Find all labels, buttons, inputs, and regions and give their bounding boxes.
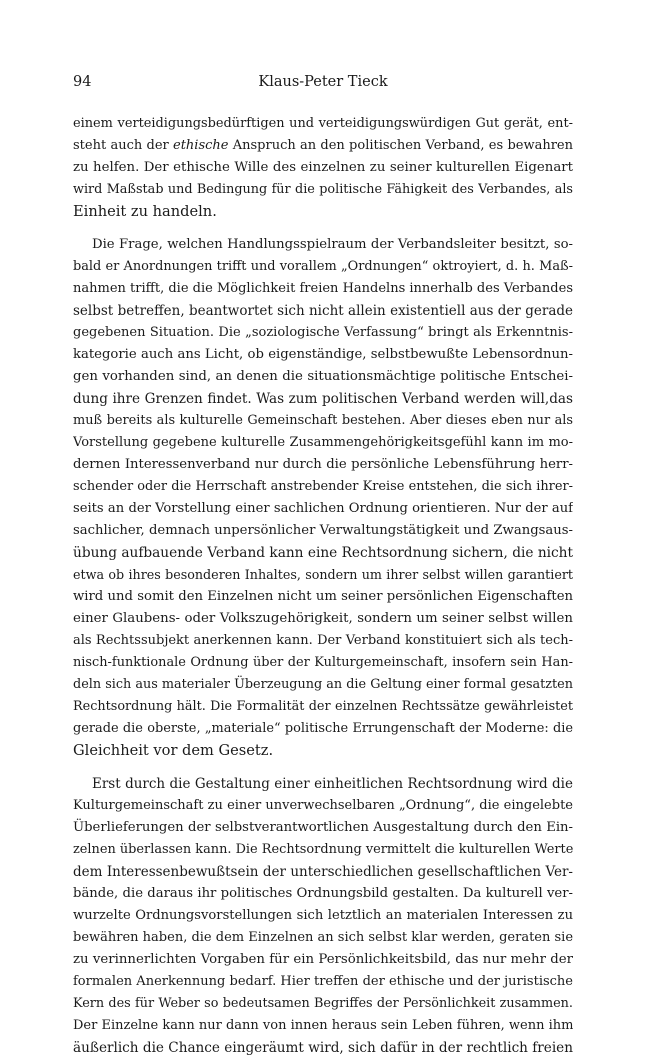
text-line: nahmen trifft, die die Möglichkeit freien Handelns innerhalb des Verbandes — [73, 281, 573, 296]
text-line: kategorie auch ans Licht, ob eigenständige, selbstbewußte Lebensordnun- — [73, 347, 573, 362]
text-line: Überlieferungen der selbstverantwortlichen Ausgestaltung durch den Ein- — [73, 820, 573, 835]
text-line: bände, die daraus ihr politisches Ordnungsbild gestalten. Da kulturell ver- — [73, 886, 573, 901]
page-header — [73, 74, 573, 96]
text-line: einem verteidigungsbedürftigen und verteidigungswürdigen Gut gerät, ent- — [73, 116, 573, 131]
paragraph — [73, 234, 573, 762]
paragraph-gap — [73, 762, 573, 773]
book-page — [73, 0, 573, 1056]
text-line: zelnen überlassen kann. Die Rechtsordnung vermittelt die kulturellen Werte — [73, 842, 573, 857]
text-line: Gleichheit vor dem Gesetz. — [73, 742, 274, 759]
text-line: selbst betreffen, beantwortet sich nicht allein existentiell aus der gerade — [73, 303, 573, 319]
emphasized-word: ethische — [173, 138, 229, 153]
text-line: deln sich aus materialer Überzeugung an die Geltung einer formal gesatzten — [73, 677, 573, 692]
text-line: wird Maßstab und Bedingung für die politische Fähigkeit des Verbandes, als — [73, 182, 573, 197]
text-line: nisch-funktionale Ordnung über der Kulturgemeinschaft, insofern sein Han- — [73, 655, 573, 670]
text-line: bald er Anordnungen trifft und vorallem „Ordnungen“ oktroyiert, d. h. Maß- — [73, 259, 573, 274]
paragraph — [73, 113, 573, 223]
text-line: übung aufbauende Verband kann eine Rechtsordnung sichern, die nicht — [73, 545, 573, 561]
text-line: etwa ob ihres besonderen Inhaltes, sondern um ihrer selbst willen garantiert — [73, 567, 573, 582]
text-line: einer Glaubens- oder Volkszugehörigkeit, sondern um seiner selbst willen — [73, 611, 573, 626]
text-line: Rechtsordnung hält. Die Formalität der einzelnen Rechtssätze gewährleistet — [73, 699, 573, 714]
text-line: zu helfen. Der ethische Wille des einzelnen zu seiner kulturellen Eigenart — [73, 160, 573, 175]
paragraph-gap — [73, 223, 573, 234]
text-line: Einheit zu handeln. — [73, 203, 217, 220]
text-line: gen vorhanden sind, an denen die situationsmächtige politische Entschei- — [73, 369, 573, 384]
running-head: Klaus-Peter Tieck — [258, 74, 388, 90]
text-segment: Anspruch an den politischen Verband, es bewahren — [228, 138, 573, 153]
text-line: Erst durch die Gestaltung einer einheitlichen Rechtsordnung wird die — [92, 776, 573, 792]
text-line: Kern des für Weber so bedeutsamen Begriffes der Persönlichkeit zusammen. — [73, 996, 573, 1011]
text-line: gegebenen Situation. Die „soziologische Verfassung“ bringt als Erkenntnis- — [73, 325, 573, 340]
body-text — [73, 113, 573, 1059]
text-line: äußerlich die Chance eingeräumt wird, sich dafür in der rechtlich freien — [73, 1040, 573, 1056]
text-line: schender oder die Herrschaft anstrebender Kreise entstehen, die sich ihrer- — [73, 479, 573, 494]
paragraph — [73, 773, 573, 1059]
text-line: sachlicher, demnach unpersönlicher Verwaltungstätigkeit und Zwangsaus- — [73, 523, 573, 538]
text-line: formalen Anerkennung bedarf. Hier treffen der ethische und der juristische — [73, 974, 573, 989]
text-line: gerade die oberste, „materiale“ politische Errungenschaft der Moderne: die — [73, 721, 573, 736]
page-number: 94 — [73, 74, 92, 90]
text-line: dem Interessenbewußtsein der unterschiedlichen gesellschaftlichen Ver- — [73, 864, 573, 880]
text-line: als Rechtssubjekt anerkennen kann. Der Verband konstituiert sich als tech- — [73, 633, 573, 648]
text-line: wird und somit den Einzelnen nicht um seiner persönlichen Eigenschaften — [73, 589, 573, 604]
text-line: Kulturgemeinschaft zu einer unverwechselbaren „Ordnung“, die eingelebte — [73, 798, 573, 813]
text-line: Die Frage, welchen Handlungsspielraum der Verbandsleiter besitzt, so- — [92, 237, 573, 252]
text-line: wurzelte Ordnungsvorstellungen sich letztlich an materialen Interessen zu — [73, 908, 573, 923]
text-line: Der Einzelne kann nur dann von innen heraus sein Leben führen, wenn ihm — [73, 1018, 573, 1033]
text-line: dernen Interessenverband nur durch die persönliche Lebensführung herr- — [73, 457, 573, 472]
text-line: zu verinnerlichten Vorgaben für ein Persönlichkeitsbild, das nur mehr der — [73, 952, 573, 967]
text-line: bewähren haben, die dem Einzelnen an sich selbst klar werden, geraten sie — [73, 930, 573, 945]
text-line: Vorstellung gegebene kulturelle Zusammengehörigkeitsgefühl kann im mo- — [73, 435, 573, 450]
text-line: dung ihre Grenzen findet. Was zum politischen Verband werden will,das — [73, 391, 573, 407]
text-line — [73, 135, 573, 157]
text-line: muß bereits als kulturelle Gemeinschaft bestehen. Aber dieses eben nur als — [73, 413, 573, 428]
text-line: seits an der Vorstellung einer sachlichen Ordnung orientieren. Nur der auf — [73, 501, 573, 516]
text-segment: steht auch der — [73, 138, 173, 153]
